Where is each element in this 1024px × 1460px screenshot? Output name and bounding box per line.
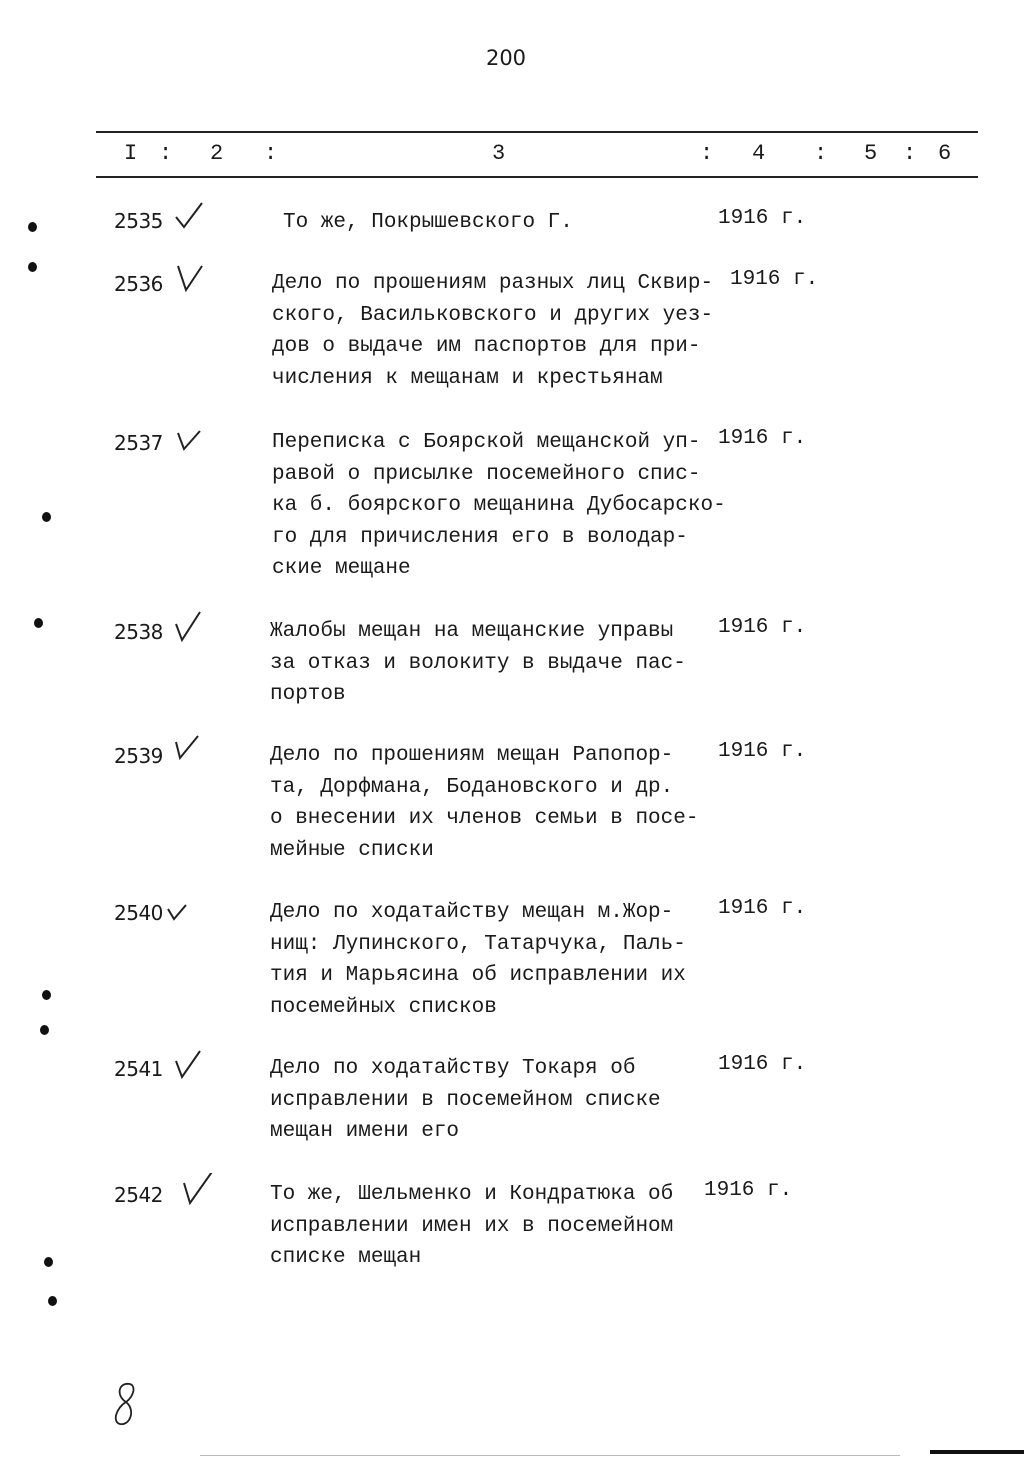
header-col-5: 5	[864, 141, 878, 166]
binding-hole-dot	[42, 990, 51, 1000]
header-col-2: 2	[210, 141, 224, 166]
check-mark-icon	[172, 610, 208, 642]
entry-year: 1916 г.	[718, 740, 807, 763]
entry-description: То же, Шельменко и Кондратюка об исправлении имен их в посемейном списке мещан	[270, 1183, 674, 1269]
check-mark-icon	[172, 1047, 208, 1079]
entry-description: Жалобы мещан на мещанские управы за отказ и волокиту в выдаче пас- портов	[270, 620, 686, 706]
entry-year: 1916 г.	[704, 1179, 793, 1202]
entry-number: 2541	[114, 1057, 163, 1081]
header-col-4: 4	[752, 141, 766, 166]
entry-number: 2542	[114, 1183, 163, 1207]
entry-year: 1916 г.	[718, 427, 807, 450]
check-mark-icon	[172, 421, 208, 453]
entry-number: 2539	[114, 744, 163, 768]
check-mark-icon	[172, 201, 208, 233]
bottom-edge-mark	[930, 1450, 1024, 1454]
entry-description: Переписка с Боярской мещанской уп- равой о присылке посемейного спис- ка б. боярского мещанина Дубосарско- го для причисления его в володар- ские мещане	[272, 431, 726, 580]
binding-hole-dot	[44, 1257, 53, 1267]
entry-number: 2540	[114, 901, 163, 925]
entry-year: 1916 г.	[718, 616, 807, 639]
header-sep: :	[903, 141, 917, 166]
header-col-1: I	[124, 141, 138, 166]
check-mark-icon	[166, 891, 202, 923]
entry-description: Дело по ходатайству Токаря об исправлении в посемейном списке мещан имени его	[270, 1057, 661, 1143]
binding-hole-dot	[34, 618, 43, 628]
entry-number: 2537	[114, 431, 163, 455]
header-sep: :	[700, 141, 714, 166]
header-top-rule	[96, 131, 978, 133]
entry-description: То же, Покрышевского Г.	[283, 211, 573, 234]
header-sep: :	[159, 141, 173, 166]
check-mark-icon	[172, 262, 208, 294]
entry-number: 2536	[114, 272, 163, 296]
entry-year: 1916 г.	[718, 897, 807, 920]
binding-hole-dot	[48, 1296, 57, 1306]
binding-hole-dot	[28, 222, 37, 232]
entry-year: 1916 г.	[718, 207, 807, 230]
entry-number: 2538	[114, 620, 163, 644]
page-number: 200	[485, 46, 527, 70]
entry-year: 1916 г.	[718, 1053, 807, 1076]
entry-description: Дело по прошениям разных лиц Сквир- ского, Васильковского и других уез- дов о выдаче им паспортов для при- числения к мещанам и крестьянам	[272, 272, 714, 390]
entry-description: Дело по ходатайству мещан м.Жор- нищ: Лупинского, Татарчука, Паль- тия и Марьясина об исправлении их посемейных списков	[270, 901, 686, 1019]
binding-hole-dot	[42, 512, 51, 522]
header-bottom-rule	[96, 176, 978, 178]
binding-hole-dot	[28, 262, 37, 272]
entry-year: 1916 г.	[730, 268, 819, 291]
handwritten-page-mark	[110, 1380, 140, 1430]
header-col-6: 6	[938, 141, 952, 166]
entry-description: Дело по прошениям мещан Рапопор- та, Дорфмана, Бодановского и др. о внесении их членов семьи в посе- мейные списки	[270, 744, 699, 862]
check-mark-icon	[180, 1173, 216, 1205]
binding-hole-dot	[40, 1025, 49, 1035]
header-sep: :	[814, 141, 828, 166]
check-mark-icon	[172, 734, 208, 766]
bottom-edge-line	[200, 1455, 900, 1456]
entry-number: 2535	[114, 209, 163, 233]
header-col-3: 3	[492, 141, 506, 166]
header-sep: :	[264, 141, 278, 166]
